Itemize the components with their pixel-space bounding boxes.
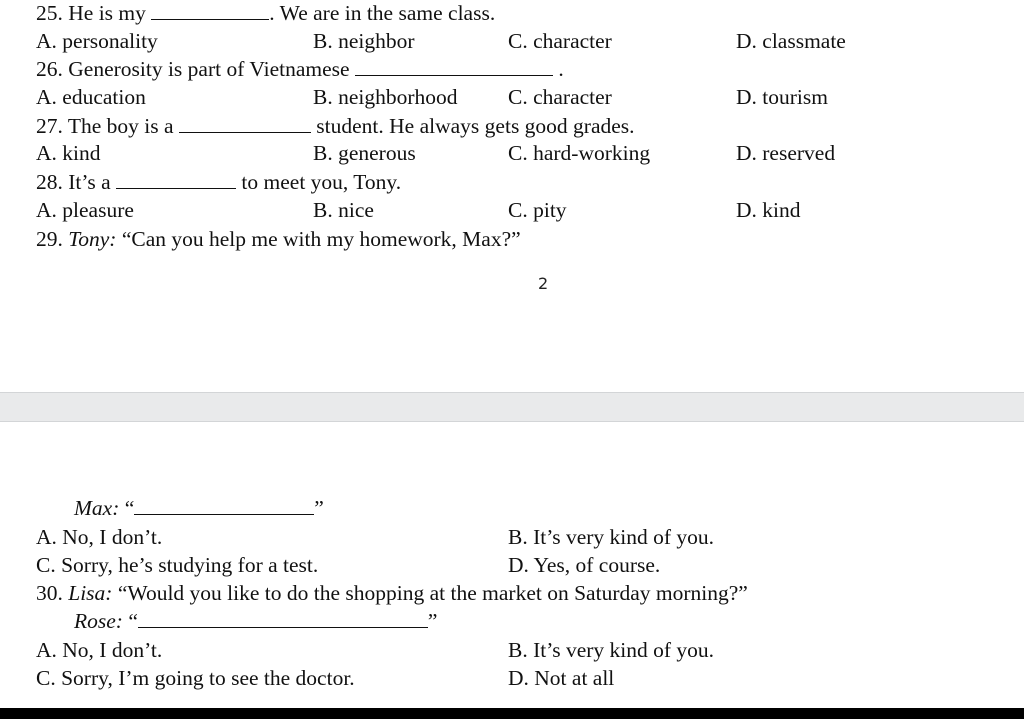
- q27-option-a: A. kind: [36, 141, 101, 165]
- q26-prefix: 26. Generosity is part of Vietnamese: [36, 57, 350, 81]
- question-28: [36, 169, 401, 195]
- q27-option-c: C. hard-working: [508, 141, 651, 165]
- q25-option-b: B. neighbor: [313, 29, 415, 53]
- q30-open-quote: “: [128, 609, 138, 633]
- q30-option-a: A. No, I don’t.: [36, 638, 163, 662]
- q29-close-quote: ”: [314, 496, 324, 520]
- q29-option-a: A. No, I don’t.: [36, 525, 163, 549]
- q25-suffix: . We are in the same class.: [269, 1, 496, 25]
- q26-option-c: C. character: [508, 85, 612, 109]
- q28-suffix: to meet you, Tony.: [241, 170, 402, 194]
- q29-open-quote: “: [124, 496, 135, 520]
- q30-response-line: [74, 608, 437, 634]
- question-25: [36, 0, 495, 26]
- q26-option-d: D. tourism: [736, 85, 828, 109]
- q27-suffix: student. He always gets good grades.: [316, 114, 635, 138]
- q26-option-a: A. education: [36, 85, 146, 109]
- q30-close-quote: ”: [427, 609, 438, 633]
- question-26: [36, 56, 564, 82]
- q28-option-a: A. pleasure: [36, 198, 134, 222]
- q25-option-d: D. classmate: [736, 29, 846, 53]
- q30-line-1: “Would you like to do the shopping at the market on Saturday morning?”: [117, 581, 748, 605]
- q27-option-b: B. generous: [313, 141, 416, 165]
- q30-option-d: D. Not at all: [508, 666, 615, 690]
- q25-prefix: 25. He is my: [36, 1, 146, 25]
- q30-number: 30.: [36, 581, 63, 605]
- q27-blank: [179, 114, 311, 133]
- q26-suffix: .: [558, 57, 564, 81]
- q25-option-a: A. personality: [36, 29, 158, 53]
- q26-blank: [355, 57, 553, 76]
- question-29: [36, 226, 521, 252]
- q29-option-d: D. Yes, of course.: [508, 553, 661, 577]
- q30-blank: [138, 609, 428, 628]
- q28-blank: [116, 170, 236, 189]
- q28-option-c: C. pity: [508, 198, 567, 222]
- q26-option-b: B. neighborhood: [313, 85, 458, 109]
- q30-option-b: B. It’s very kind of you.: [508, 638, 715, 662]
- question-27: [36, 113, 635, 139]
- q29-speaker-2: Max:: [74, 496, 120, 520]
- q29-line-1: “Can you help me with my homework, Max?”: [121, 227, 521, 251]
- q30-speaker-1: Lisa:: [68, 581, 113, 605]
- q25-option-c: C. character: [508, 29, 612, 53]
- q28-option-d: D. kind: [736, 198, 801, 222]
- q27-prefix: 27. The boy is a: [36, 114, 174, 138]
- page-number: 2: [538, 274, 549, 293]
- q29-number: 29.: [36, 227, 63, 251]
- q27-option-d: D. reserved: [736, 141, 836, 165]
- q30-speaker-2: Rose:: [74, 609, 123, 633]
- q28-prefix: 28. It’s a: [36, 170, 111, 194]
- q29-blank: [134, 496, 314, 515]
- q29-speaker-1: Tony:: [68, 227, 117, 251]
- q28-option-b: B. nice: [313, 198, 374, 222]
- page-separator: [0, 392, 1024, 422]
- q29-option-c: C. Sorry, he’s studying for a test.: [36, 553, 319, 577]
- q30-option-c: C. Sorry, I’m going to see the doctor.: [36, 666, 355, 690]
- question-30: [36, 580, 748, 606]
- q29-option-b: B. It’s very kind of you.: [508, 525, 715, 549]
- q29-response-line: [74, 495, 324, 521]
- bottom-black-bar: [0, 708, 1024, 719]
- q25-blank: [151, 1, 269, 20]
